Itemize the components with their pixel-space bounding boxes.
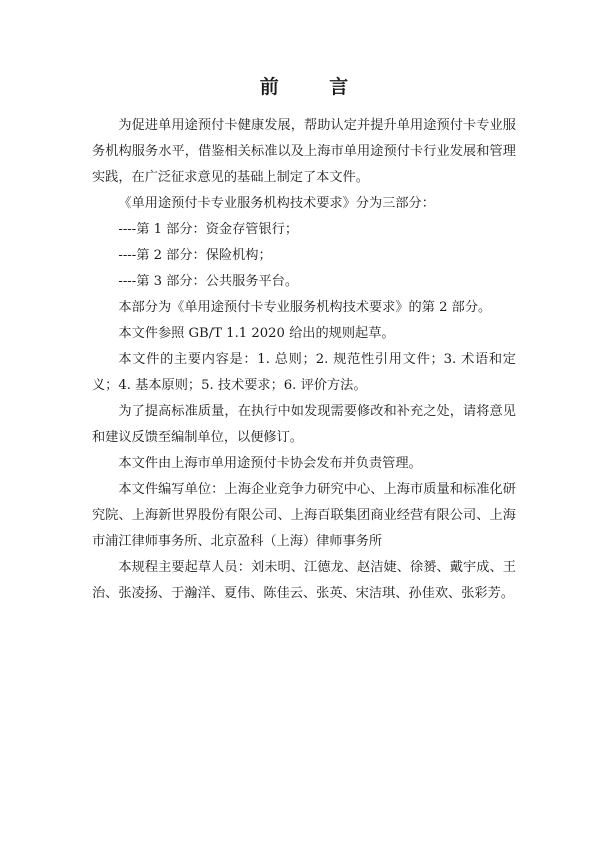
drafters-paragraph: 本规程主要起草人员：刘未明、江德龙、赵洁婕、徐赟、戴宇成、王治、张凌扬、于瀚洋、夏伟、陈佳云、张英、宋洁琪、孙佳欢、张彩芳。: [92, 560, 516, 601]
feedback-paragraph: 为了提高标准质量，在执行中如发现需要修改和补充之处，请将意见和建议反馈至编制单位，以便修订。: [92, 404, 516, 445]
contents-paragraph: 本文件的主要内容是：1. 总则；2. 规范性引用文件；3. 术语和定义；4. 基本原则；5. 技术要求；6. 评价方法。: [92, 352, 516, 393]
intro-paragraph: 为促进单用途预付卡健康发展，帮助认定并提升单用途预付卡专业服务机构服务水平，借鉴相关标准以及上海市单用途预付卡行业发展和管理实践，在广泛征求意见的基础上制定了本文件。: [92, 118, 516, 185]
publisher-paragraph: 本文件由上海市单用途预付卡协会发布并负责管理。: [118, 456, 422, 471]
part-3-item: ----第 3 部分：公共服务平台。: [118, 274, 299, 289]
this-part-paragraph: 本部分为《单用途预付卡专业服务机构技术要求》的第 2 部分。: [118, 300, 492, 315]
drafting-rules-paragraph: 本文件参照 GB/T 1.1 2020 给出的规则起草。: [118, 326, 395, 341]
page-title: 前 言: [259, 76, 371, 98]
part-2-item: ----第 2 部分：保险机构；: [118, 248, 272, 263]
part-1-item: ----第 1 部分：资金存管银行；: [118, 222, 299, 237]
authoring-units-paragraph: 本文件编写单位：上海企业竞争力研究中心、上海市质量和标准化研究院、上海新世界股份有限公司、上海百联集团商业经营有限公司、上海市浦江律师事务所、北京盈科（上海）律师事务所: [92, 482, 516, 549]
parts-intro-paragraph: 《单用途预付卡专业服务机构技术要求》分为三部分：: [118, 196, 435, 211]
